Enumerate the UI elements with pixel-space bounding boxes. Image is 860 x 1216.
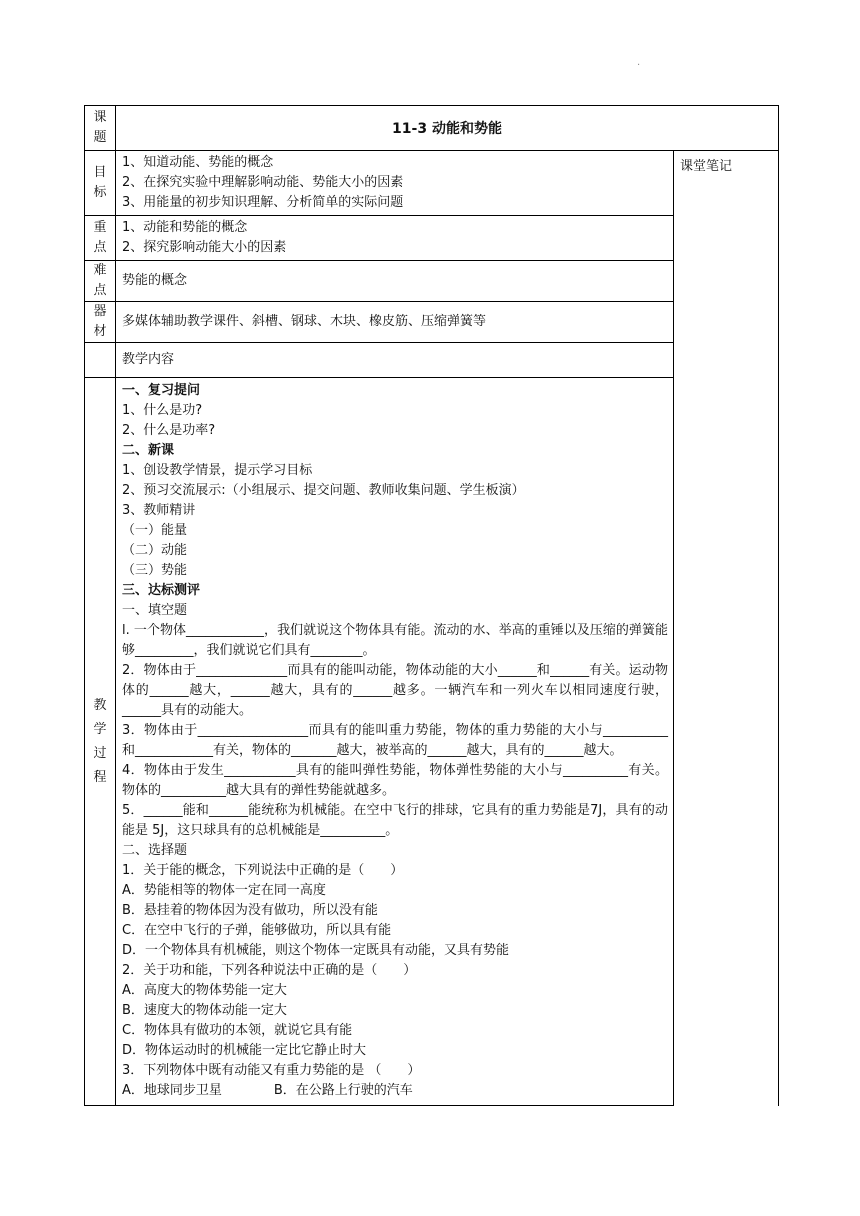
- section-heading: 二、新课: [122, 443, 175, 458]
- key-point-item: 1、动能和势能的概念: [122, 220, 248, 235]
- choice-question: 3．下列物体中既有动能又有重力势能的是 （ ）: [122, 1063, 421, 1078]
- title-row: [85, 106, 779, 151]
- list-item: 3、教师精讲: [122, 503, 196, 518]
- goals-cell: [116, 151, 674, 216]
- list-item: 1、什么是功?: [122, 403, 203, 418]
- topic-label: 课 题: [85, 106, 116, 151]
- choice-question: 2．关于功和能，下列各种说法中正确的是（ ）: [122, 963, 417, 978]
- difficulty-label: 难 点: [85, 261, 116, 302]
- subsection-heading: 一、填空题: [122, 603, 188, 618]
- key-points-cell: [116, 216, 674, 261]
- choice-option: A．地球同步卫星 B．在公路上行驶的汽车: [122, 1083, 413, 1098]
- choice-option: D．一个物体具有机械能，则这个物体一定既具有动能，又具有势能: [122, 943, 510, 958]
- section-heading: 一、复习提问: [122, 383, 201, 398]
- choice-question: 1．关于能的概念，下列说法中正确的是（ ）: [122, 863, 404, 878]
- key-point-item: 2、探究影响动能大小的因素: [122, 240, 287, 255]
- materials-cell: 多媒体辅助教学课件、斜槽、钢球、木块、橡皮筋、压缩弹簧等: [116, 302, 674, 343]
- list-item: （一）能量: [122, 523, 188, 538]
- list-item: （二）动能: [122, 543, 188, 558]
- difficulty-cell: 势能的概念: [116, 261, 674, 302]
- goal-item: 2、在探究实验中理解影响动能、势能大小的因素: [122, 175, 404, 190]
- fill-question: 2．物体由于______________而具有的能叫动能，物体动能的大小______和______有关。运动物体的______越大，______越大，具有的______越多。一辆汽车和一列火车以相同速度行驶，______具有的动能大。: [122, 663, 668, 718]
- goal-item: 1、知道动能、势能的概念: [122, 155, 274, 170]
- notes-header: 课堂笔记: [680, 159, 733, 174]
- goal-item: 3、用能量的初步知识理解、分析简单的实际问题: [122, 195, 404, 210]
- lesson-title: 11-3 动能和势能: [116, 106, 779, 151]
- list-item: 2、什么是功率?: [122, 423, 216, 438]
- choice-option: C．在空中飞行的子弹，能够做功，所以具有能: [122, 923, 392, 938]
- choice-option: C．物体具有做功的本领，就说它具有能: [122, 1023, 353, 1038]
- materials-label: 器 材: [85, 302, 116, 343]
- fill-question: 5．______能和______能统称为机械能。在空中飞行的排球，它具有的重力势能是7J，具有的动能是 5J，这只球具有的总机械能是__________。: [122, 803, 668, 838]
- content-header: 教学内容: [116, 343, 674, 378]
- fill-question: 3．物体由于_________________而具有的能叫重力势能，物体的重力势能的大小与__________和____________有关，物体的_______越大，被举高的______越大，具有的______越大。: [122, 723, 668, 758]
- fill-question: 4．物体由于发生___________具有的能叫弹性势能，物体弹性势能的大小与__________有关。物体的__________越大具有的弹性势能就越多。: [122, 763, 668, 798]
- subsection-heading: 二、选择题: [122, 843, 188, 858]
- process-cell: [116, 378, 674, 1106]
- choice-option: B．速度大的物体动能一定大: [122, 1003, 287, 1018]
- lesson-plan-table: [84, 105, 779, 1106]
- list-item: （三）势能: [122, 563, 188, 578]
- choice-option: B．悬挂着的物体因为没有做功，所以没有能: [122, 903, 378, 918]
- section-heading: 三、达标测评: [122, 583, 201, 598]
- goals-label: 目 标: [85, 151, 116, 216]
- list-item: 2、预习交流展示:（小组展示、提交问题、教师收集问题、学生板演）: [122, 483, 525, 498]
- key-points-label: 重 点: [85, 216, 116, 261]
- choice-option: A．高度大的物体势能一定大: [122, 983, 287, 998]
- choice-option: D．物体运动时的机械能一定比它静止时大: [122, 1043, 367, 1058]
- fill-question: l. 一个物体____________，我们就说这个物体具有能。流动的水、举高的重锤以及压缩的弹簧能够_________，我们就说它们具有________。: [122, 623, 668, 658]
- goals-row: [85, 151, 779, 216]
- corner-mark: ·: [637, 60, 641, 71]
- choice-option: A．势能相等的物体一定在同一高度: [122, 883, 326, 898]
- notes-column: [674, 151, 779, 1106]
- list-item: 1、创设教学情景，提示学习目标: [122, 463, 313, 478]
- process-label: 教 学 过 程: [85, 378, 116, 1106]
- content-header-blank: [85, 343, 116, 378]
